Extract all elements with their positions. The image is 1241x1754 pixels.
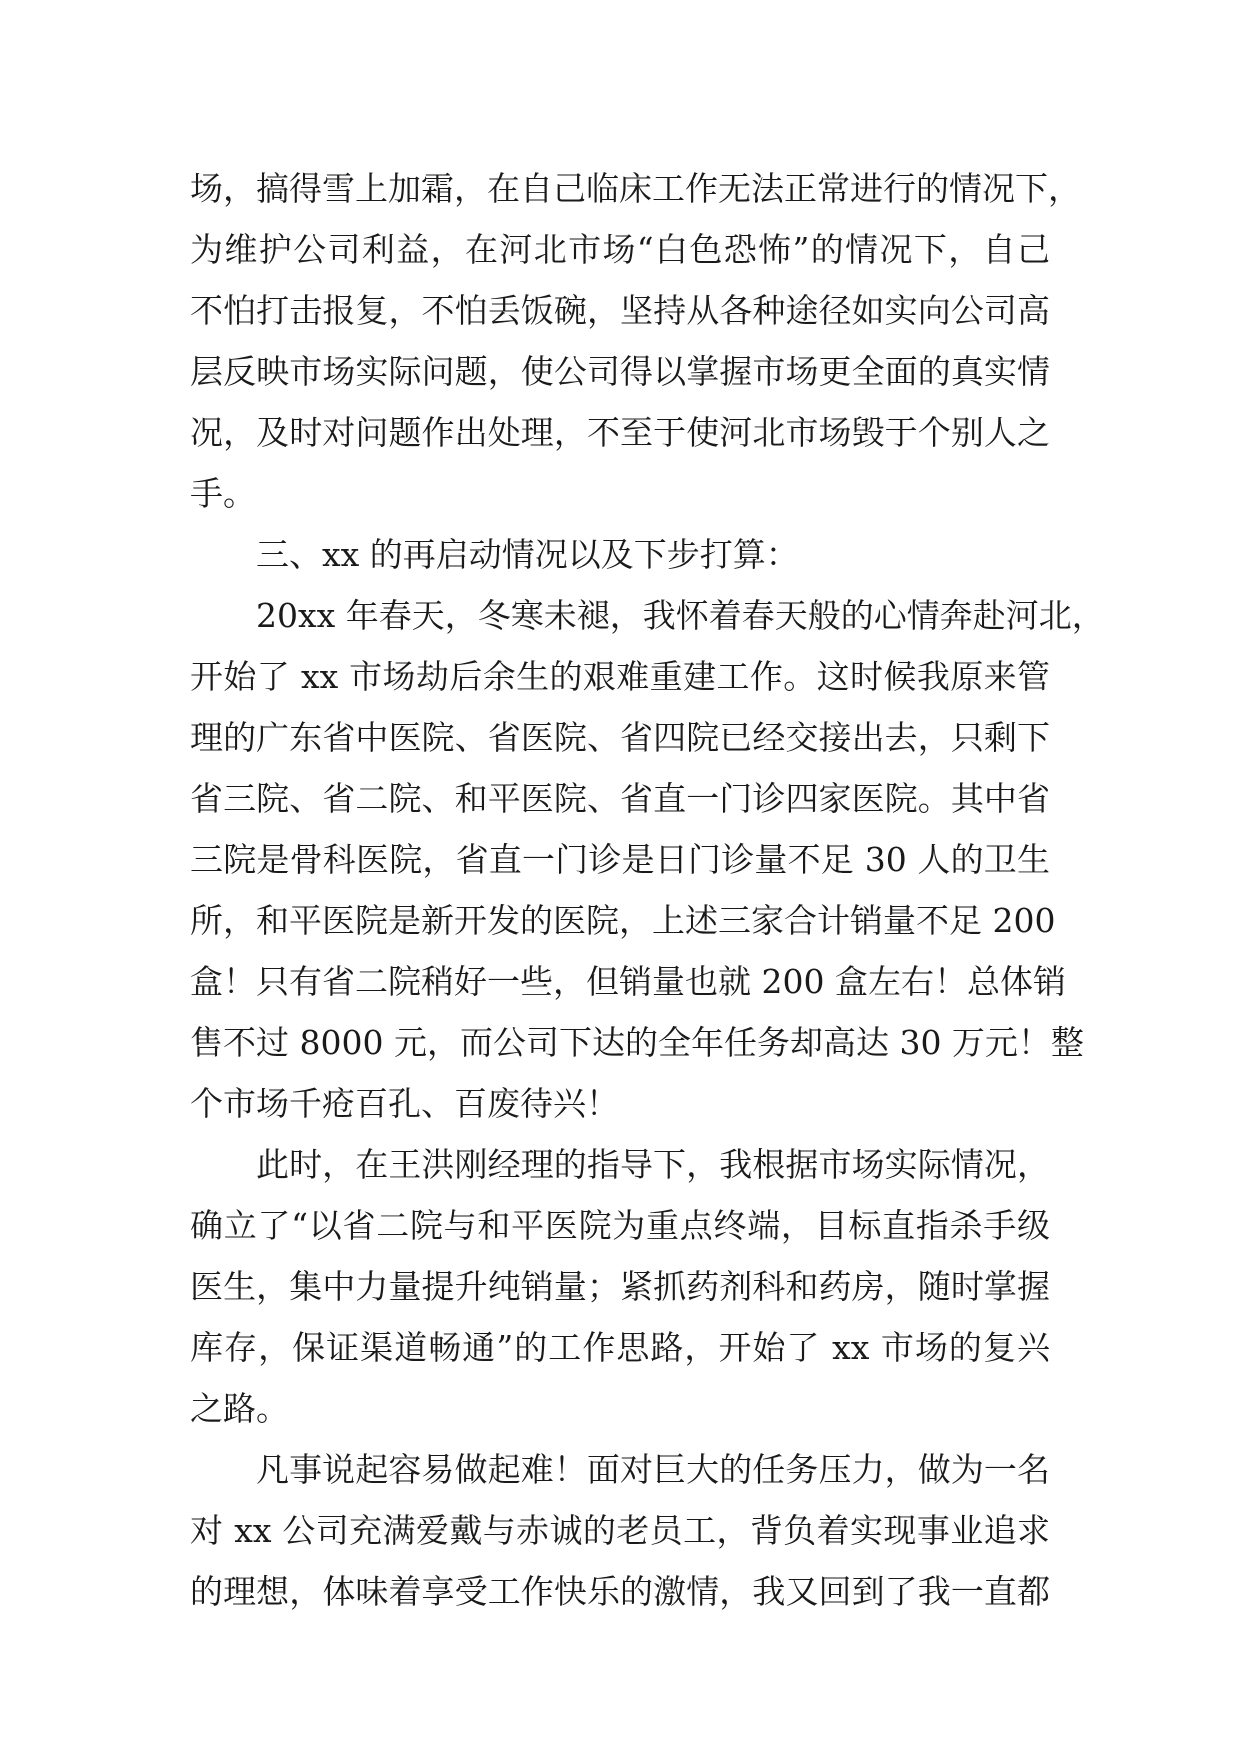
text-line: 个市场千疮百孔、百废待兴！: [190, 1084, 619, 1123]
text-line: 三院是骨科医院，省直一门诊是日门诊量不足 30 人的卫生: [190, 840, 1050, 879]
text-line: 盒！只有省二院稍好一些，但销量也就 200 盒左右！总体销: [190, 962, 1066, 1001]
text-line: 理的广东省中医院、省医院、省四院已经交接出去，只剩下: [190, 718, 1050, 757]
text-line: 凡事说起容易做起难！面对巨大的任务压力，做为一名: [256, 1450, 1050, 1489]
text-line: 确立了“以省二院与和平医院为重点终端，目标直指杀手级: [190, 1206, 1050, 1245]
text-line: 开始了 xx 市场劫后余生的艰难重建工作。这时候我原来管: [190, 657, 1050, 696]
text-line: 手。: [190, 474, 256, 513]
text-line: 场，搞得雪上加霜，在自己临床工作无法正常进行的情况下，: [190, 169, 1081, 208]
text-line: 之路。: [190, 1389, 289, 1428]
text-line: 20xx 年春天，冬寒未褪，我怀着春天般的心情奔赴河北，: [256, 596, 1105, 635]
text-line: 库存，保证渠道畅通”的工作思路，开始了 xx 市场的复兴: [190, 1328, 1050, 1367]
text-line: 为维护公司利益，在河北市场“白色恐怖”的情况下，自己: [190, 230, 1050, 269]
text-line: 售不过 8000 元，而公司下达的全年任务却高达 30 万元！整: [190, 1023, 1084, 1062]
text-line: 层反映市场实际问题，使公司得以掌握市场更全面的真实情: [190, 352, 1050, 391]
text-line: 不怕打击报复，不怕丢饭碗，坚持从各种途径如实向公司高: [190, 291, 1050, 330]
text-line: 三、xx 的再启动情况以及下步打算：: [256, 535, 799, 574]
text-line: 的理想，体味着享受工作快乐的激情，我又回到了我一直都: [190, 1572, 1050, 1611]
text-line: 省三院、省二院、和平医院、省直一门诊四家医院。其中省: [190, 779, 1050, 818]
text-line: 况，及时对问题作出处理，不至于使河北市场毁于个别人之: [190, 413, 1050, 452]
text-line: 医生，集中力量提升纯销量；紧抓药剂科和药房，随时掌握: [190, 1267, 1050, 1306]
text-line: 此时，在王洪刚经理的指导下，我根据市场实际情况，: [256, 1145, 1050, 1184]
body-text: [190, 158, 1105, 1622]
text-line: 对 xx 公司充满爱戴与赤诚的老员工，背负着实现事业追求: [190, 1511, 1050, 1550]
text-line: 所，和平医院是新开发的医院，上述三家合计销量不足 200: [190, 901, 1056, 940]
